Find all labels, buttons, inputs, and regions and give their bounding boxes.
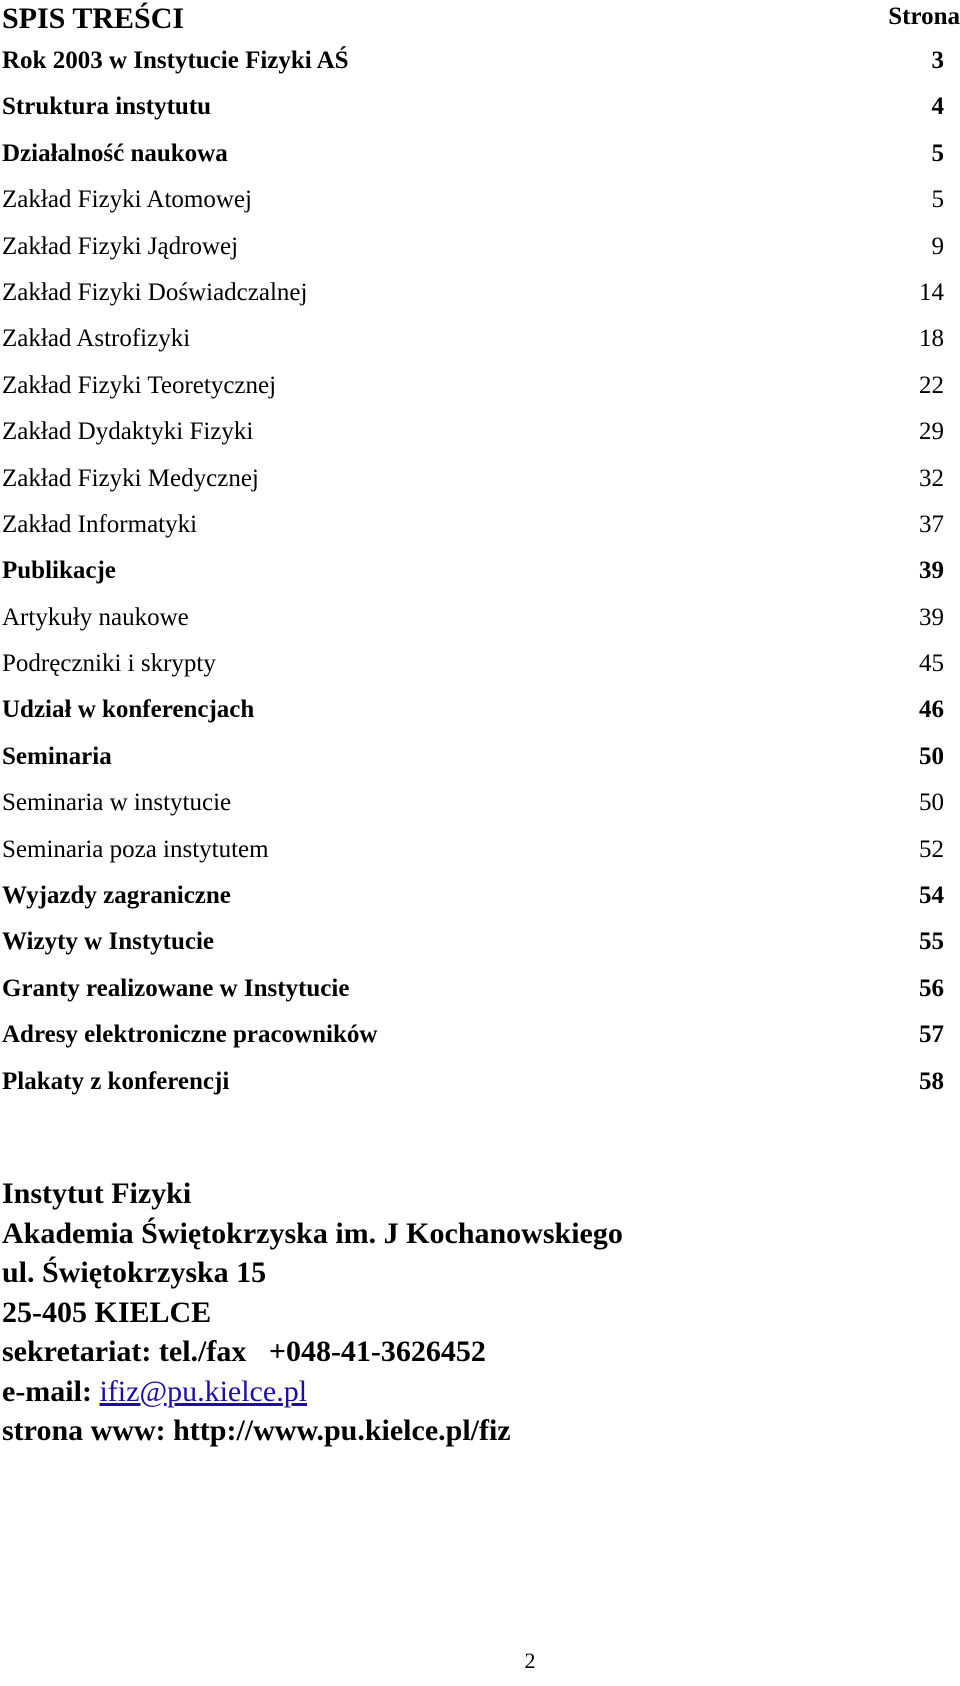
- toc-entry[interactable]: [2, 44, 944, 90]
- website-line: strona www: http://www.pu.kielce.pl/fiz: [2, 1414, 511, 1447]
- toc-entry-page: 29: [919, 418, 944, 446]
- toc-entry-page: 4: [931, 93, 944, 121]
- toc-entry-page: 45: [919, 650, 944, 678]
- toc-entry[interactable]: [2, 183, 944, 229]
- phone-fax: sekretariat: tel./fax +048-41-3626452: [2, 1335, 486, 1368]
- toc-entry[interactable]: [2, 322, 944, 368]
- toc-entry-label: Plakaty z konferencji: [2, 1067, 230, 1095]
- toc-entry[interactable]: [2, 1018, 944, 1064]
- toc-entry[interactable]: [2, 369, 944, 415]
- toc-entry-page: 52: [919, 835, 944, 863]
- postal-city: 25-405 KIELCE: [2, 1295, 212, 1329]
- toc-entry-label: Zakład Fizyki Jądrowej: [2, 232, 239, 260]
- toc-entry[interactable]: [2, 230, 944, 276]
- toc-entry[interactable]: [2, 833, 944, 879]
- toc-entry-label: Zakład Fizyki Atomowej: [2, 186, 252, 214]
- toc-entry[interactable]: [2, 508, 944, 554]
- toc-entry-label: Seminaria: [2, 742, 112, 770]
- toc-entry-label: Podręczniki i skrypty: [2, 650, 216, 678]
- toc-entry[interactable]: [2, 647, 944, 693]
- toc-entry-page: 39: [919, 557, 944, 585]
- toc-entry[interactable]: [2, 90, 944, 136]
- toc-entry-page: 3: [931, 47, 944, 74]
- toc-entry[interactable]: [2, 740, 944, 786]
- email-line: [2, 1372, 942, 1412]
- toc-entry-label: Zakład Informatyki: [2, 510, 198, 538]
- toc-entry[interactable]: [2, 276, 944, 322]
- toc-entry-label: Wyjazdy zagraniczne: [2, 882, 231, 910]
- toc-entry-label: Zakład Dydaktyki Fizyki: [2, 418, 254, 446]
- toc-entry[interactable]: [2, 879, 944, 925]
- toc-entry-page: 50: [919, 789, 944, 817]
- toc-entry-label: Zakład Fizyki Teoretycznej: [2, 371, 277, 399]
- toc-entry-label: Udział w konferencjach: [2, 696, 255, 724]
- toc-entry-label: Działalność naukowa: [2, 139, 228, 167]
- toc-entry-label: Artykuły naukowe: [2, 603, 189, 631]
- toc-entry-page: 14: [919, 278, 944, 306]
- toc-entry[interactable]: [2, 786, 944, 832]
- toc-entry-label: Zakład Astrofizyki: [2, 325, 191, 353]
- toc-entry-label: Seminaria poza instytutem: [2, 835, 269, 863]
- street-address: ul. Świętokrzyska 15: [2, 1256, 267, 1289]
- page-number: 2: [524, 1648, 536, 1673]
- toc-entry[interactable]: [2, 925, 944, 971]
- toc-list: [2, 44, 944, 1111]
- toc-entry[interactable]: [2, 972, 944, 1018]
- toc-entry-label: Zakład Fizyki Doświadczalnej: [2, 278, 308, 306]
- toc-entry-label: Wizyty w Instytucie: [2, 928, 215, 956]
- toc-entry-page: 54: [919, 882, 944, 910]
- toc-title: SPIS TREŚCI: [2, 2, 185, 35]
- toc-entry-label: Zakład Fizyki Medycznej: [2, 464, 259, 492]
- toc-header: [2, 0, 960, 40]
- toc-entry-page: 18: [919, 325, 944, 353]
- toc-entry-page: 50: [919, 742, 944, 770]
- toc-entry-page: 46: [919, 696, 944, 724]
- toc-entry-page: 22: [919, 371, 944, 399]
- toc-entry[interactable]: [2, 462, 944, 508]
- email-label: e-mail:: [2, 1374, 100, 1408]
- toc-entry-page: 32: [919, 464, 944, 492]
- toc-entry-label: Seminaria w instytucie: [2, 789, 232, 817]
- toc-entry[interactable]: [2, 693, 944, 739]
- toc-entry-page: 39: [919, 603, 944, 631]
- page-column-label: Strona: [888, 3, 960, 30]
- toc-entry-page: 58: [919, 1067, 944, 1095]
- toc-entry-label: Struktura instytutu: [2, 93, 212, 121]
- academy-name: Akademia Świętokrzyska im. J Kochanowskiego: [2, 1216, 623, 1250]
- toc-entry-page: 5: [931, 186, 944, 214]
- toc-entry-page: 55: [919, 928, 944, 956]
- toc-entry[interactable]: [2, 601, 944, 647]
- email-link[interactable]: ifiz@pu.kielce.pl: [99, 1374, 308, 1408]
- toc-entry-label: Publikacje: [2, 557, 116, 585]
- toc-entry-page: 9: [931, 232, 944, 260]
- institute-address: [2, 1174, 942, 1451]
- toc-entry-label: Granty realizowane w Instytucie: [2, 974, 350, 1002]
- toc-entry-page: 57: [919, 1021, 944, 1049]
- toc-entry[interactable]: [2, 137, 944, 183]
- toc-entry-page: 5: [931, 139, 944, 167]
- toc-entry-label: Rok 2003 w Instytucie Fizyki AŚ: [2, 47, 349, 74]
- toc-entry[interactable]: [2, 415, 944, 461]
- toc-entry[interactable]: [2, 1065, 944, 1111]
- toc-entry[interactable]: [2, 554, 944, 600]
- toc-entry-page: 37: [919, 510, 944, 538]
- institute-name: Instytut Fizyki: [2, 1177, 192, 1210]
- toc-entry-label: Adresy elektroniczne pracowników: [2, 1021, 378, 1049]
- toc-entry-page: 56: [919, 974, 944, 1002]
